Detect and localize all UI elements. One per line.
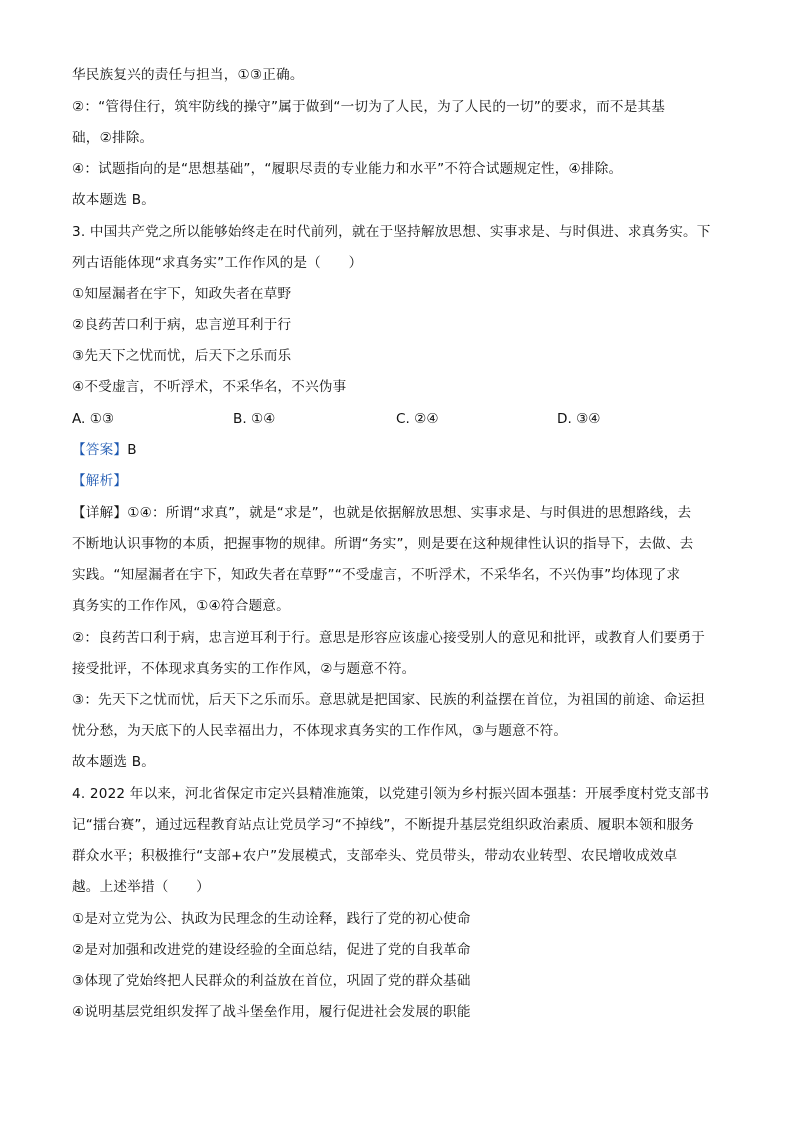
answer-line — [72, 440, 137, 460]
answer-tag: 【答案】 — [72, 442, 128, 458]
detail-text: ①④：所谓“求真”，就是“求是”，也就是依据解放思想、实事求是、与时俱进的思想路线，去 — [127, 505, 692, 521]
question-4-stem: 4. 2022 年以来，河北省保定市定兴县精准施策，以党建引领为乡村振兴固本强基：开展季度村党支部书 — [72, 786, 710, 802]
option-c: C. ②④ — [396, 411, 439, 427]
question-3-stem: 3. 中国共产党之所以能够始终走在时代前列，就在于坚持解放思想、实事求是、与时俱进、求真务实。下 — [72, 224, 711, 240]
question-3-item: ①知屋漏者在宇下，知政失者在草野 — [72, 286, 292, 302]
question-3-item: ②良药苦口利于病，忠言逆耳利于行 — [72, 317, 292, 333]
analysis-line — [72, 471, 127, 491]
question-3-item: ④不受虚言，不听浮术，不采华名，不兴伪事 — [72, 379, 347, 395]
question-4-item: ③体现了党始终把人民群众的利益放在首位，巩固了党的群众基础 — [72, 973, 471, 989]
text-line: 真务实的工作作风，①④符合题意。 — [72, 598, 290, 614]
text-line: 接受批评，不体现求真务实的工作作风，②与题意不符。 — [72, 661, 416, 677]
text-line: 忧分愁，为天底下的人民幸福出力，不体现求真务实的工作作风，③与题意不符。 — [72, 723, 568, 739]
text-line: ③：先天下之忧而忧，后天下之乐而乐。意思就是把国家、民族的利益摆在首位，为祖国的前途、命运担 — [72, 692, 706, 708]
option-b: B. ①④ — [233, 411, 276, 427]
option-d: D. ③④ — [557, 411, 601, 427]
question-4-item: ④说明基层党组织发挥了战斗堡垒作用，履行促进社会发展的职能 — [72, 1004, 471, 1020]
analysis-tag: 【解析】 — [72, 473, 128, 489]
text-line: 华民族复兴的责任与担当，①③正确。 — [72, 67, 304, 83]
text-line: ④：试题指向的是“思想基础”，“履职尽责的专业能力和水平”不符合试题规定性，④排除。 — [72, 161, 623, 177]
question-4-item: ②是对加强和改进党的建设经验的全面总结，促进了党的自我革命 — [72, 942, 471, 958]
question-4-item: ①是对立党为公、执政为民理念的生动诠释，践行了党的初心使命 — [72, 911, 471, 927]
detail-line — [72, 503, 691, 523]
question-3-item: ③先天下之忧而忧，后天下之乐而乐 — [72, 348, 292, 364]
question-4-stem: 越。上述举措（ ） — [72, 879, 210, 895]
text-line: ②：良药苦口利于病，忠言逆耳利于行。意思是形容应该虚心接受别人的意见和批评，或教育人们要勇于 — [72, 630, 706, 646]
question-4-stem: 群众水平；积极推行“支部+农户”发展模式，支部牵头、党员带头，带动农业转型、农民增收成效卓 — [72, 848, 678, 864]
option-a: A. ①③ — [72, 411, 115, 427]
question-3-stem: 列古语能体现“求真务实”工作作风的是（ ） — [72, 255, 363, 271]
text-line: 故本题选 B。 — [72, 192, 156, 208]
text-line: 础，②排除。 — [72, 130, 154, 146]
text-line: ②：“管得住行，筑牢防线的操守”属于做到“一切为了人民，为了人民的一切”的要求，而不是其基 — [72, 99, 666, 115]
detail-tag: 【详解】 — [72, 505, 128, 521]
text-line: 不断地认识事物的本质，把握事物的规律。所谓“务实”，则是要在这种规律性认识的指导下，去做、去 — [72, 536, 694, 552]
answer-value: B — [127, 442, 137, 458]
question-4-stem: 记“擂台赛”，通过远程教育站点让党员学习“不掉线”，不断提升基层党组织政治素质、履职本领和服务 — [72, 817, 695, 833]
text-line: 故本题选 B。 — [72, 754, 156, 770]
text-line: 实践。“知屋漏者在宇下，知政失者在草野”“不受虚言，不听浮术，不采华名，不兴伪事”均体现了求 — [72, 567, 681, 583]
